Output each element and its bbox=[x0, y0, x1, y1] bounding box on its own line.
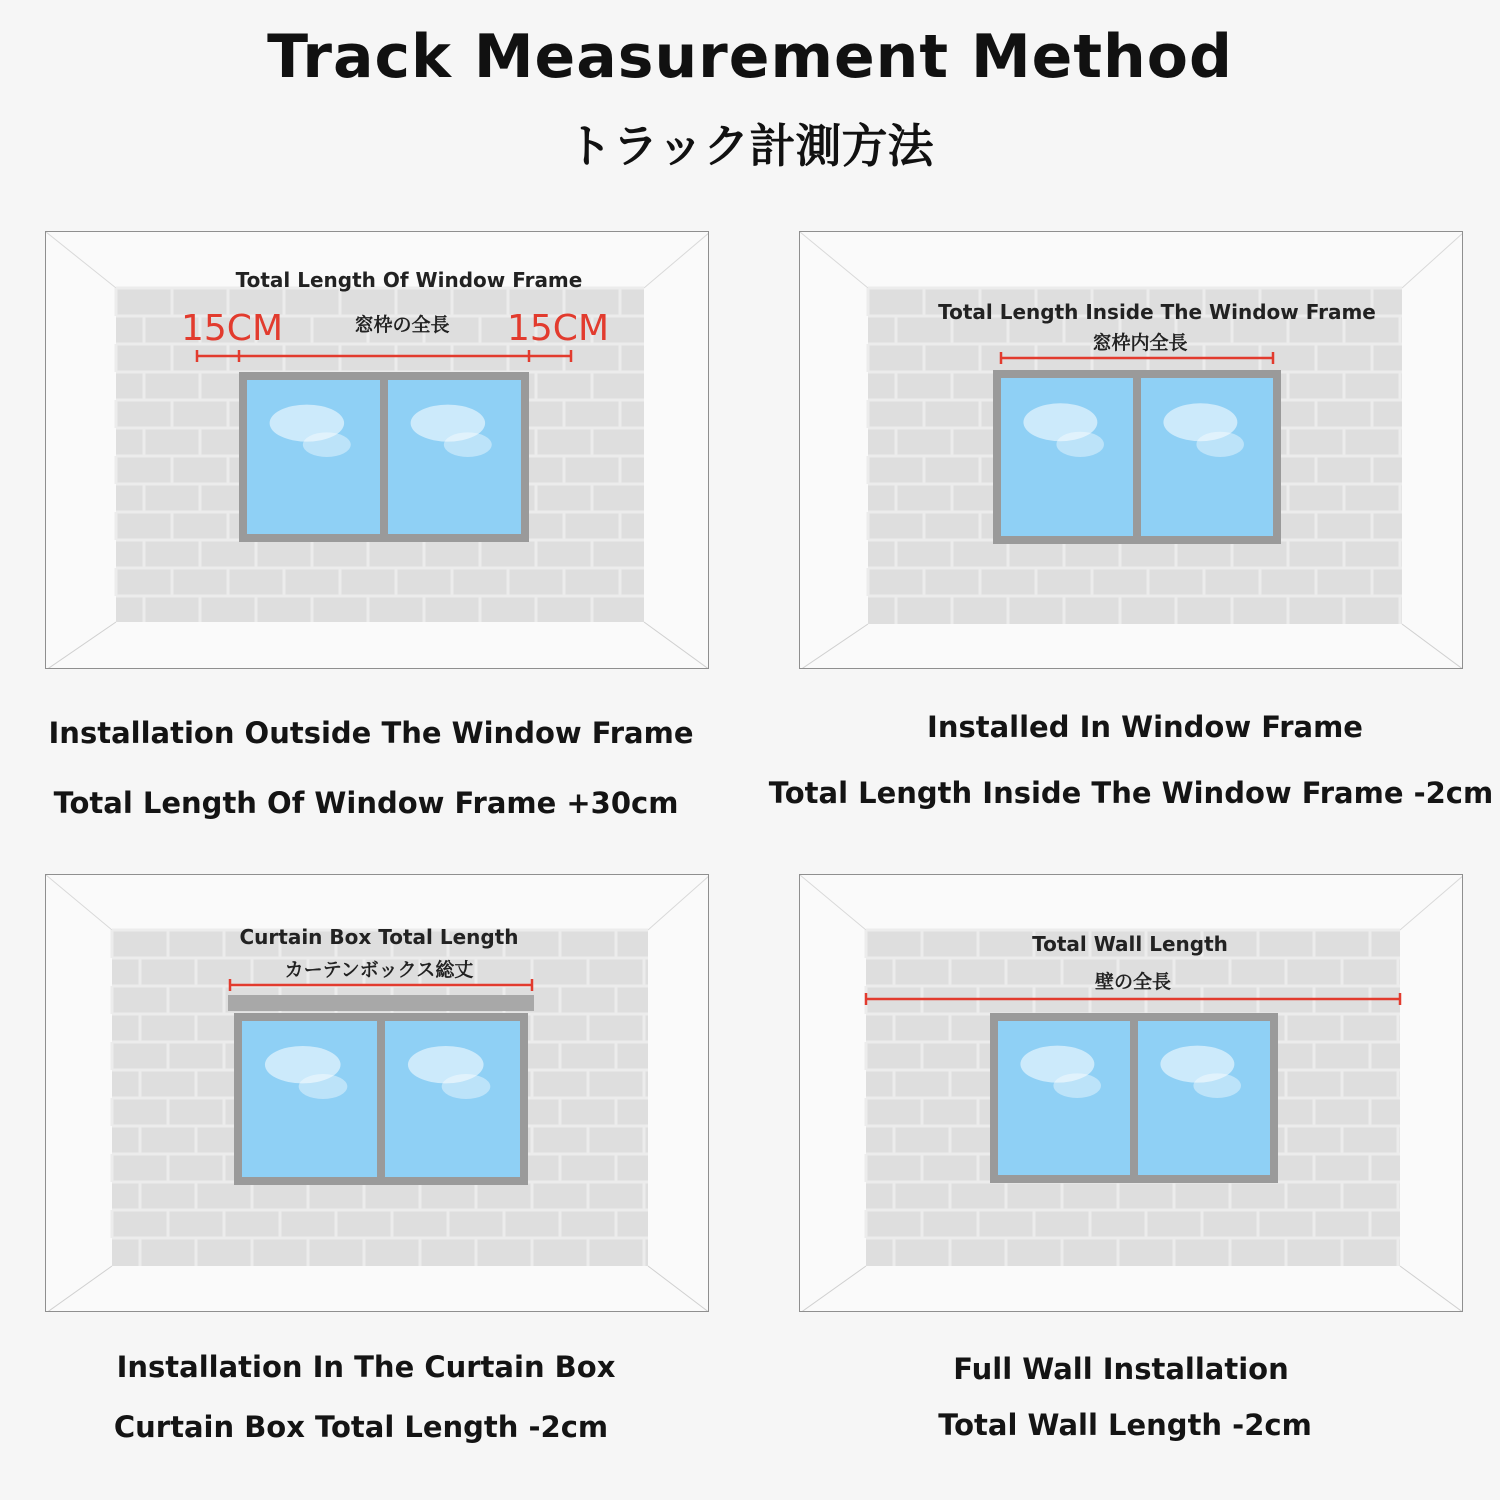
right-extension-label: 15CM bbox=[506, 308, 610, 349]
caption-title-curtain-box: Installation In The Curtain Box bbox=[116, 1350, 616, 1384]
room-edge bbox=[800, 232, 868, 288]
room-edge bbox=[1402, 232, 1463, 288]
measure-label-en: Curtain Box Total Length bbox=[239, 925, 519, 949]
room-edge bbox=[1400, 875, 1463, 930]
cloud bbox=[442, 1074, 491, 1099]
caption-title-full-wall: Full Wall Installation bbox=[953, 1352, 1289, 1386]
left-extension-label: 15CM bbox=[180, 308, 284, 349]
room-edge bbox=[46, 875, 112, 930]
room-edge bbox=[800, 875, 866, 930]
caption-formula-outside: Total Length Of Window Frame +30cm bbox=[53, 786, 679, 820]
room-edge bbox=[648, 1266, 709, 1312]
cloud bbox=[1193, 1073, 1241, 1098]
measure-label-en: Total Length Inside The Window Frame bbox=[938, 300, 1376, 324]
page-title: Track Measurement Method bbox=[267, 22, 1233, 92]
cloud bbox=[299, 1074, 348, 1099]
room-edge bbox=[46, 232, 116, 288]
cloud bbox=[1053, 1073, 1101, 1098]
caption-title-inside: Installed In Window Frame bbox=[927, 710, 1363, 744]
room-edge bbox=[800, 624, 868, 669]
cloud bbox=[444, 432, 492, 457]
room-edge bbox=[46, 1266, 112, 1312]
measure-label-jp: 窓枠内全長 bbox=[1092, 332, 1188, 354]
room-edge bbox=[800, 1266, 866, 1312]
measure-label-jp: カーテンボックス総丈 bbox=[284, 959, 474, 981]
wall-window-illustration bbox=[800, 232, 1463, 669]
window-pane bbox=[388, 380, 521, 534]
room-edge bbox=[46, 622, 116, 669]
cloud bbox=[303, 432, 351, 457]
caption-formula-inside: Total Length Inside The Window Frame -2cm bbox=[768, 776, 1494, 810]
room-edge bbox=[644, 232, 709, 288]
window-pane bbox=[1138, 1021, 1270, 1175]
measure-label-en: Total Length Of Window Frame bbox=[235, 268, 583, 292]
curtain-box bbox=[228, 995, 534, 1011]
measure-label-jp: 壁の全長 bbox=[1094, 971, 1172, 993]
panel-curtain-box bbox=[45, 874, 709, 1312]
measure-label-en: Total Wall Length bbox=[1032, 932, 1228, 956]
window-pane bbox=[242, 1021, 377, 1177]
window-pane bbox=[247, 380, 380, 534]
window-pane bbox=[1141, 378, 1273, 536]
window-pane bbox=[385, 1021, 520, 1177]
caption-title-outside: Installation Outside The Window Frame bbox=[48, 716, 694, 750]
wall-window-illustration bbox=[46, 232, 709, 669]
window-pane bbox=[998, 1021, 1130, 1175]
measure-label-jp: 窓枠の全長 bbox=[354, 314, 450, 336]
caption-formula-full-wall: Total Wall Length -2cm bbox=[938, 1408, 1312, 1442]
cloud bbox=[1056, 432, 1104, 457]
caption-formula-curtain-box: Curtain Box Total Length -2cm bbox=[113, 1410, 609, 1444]
panel-outside-frame bbox=[45, 231, 709, 669]
room-edge bbox=[1402, 624, 1463, 669]
page-subtitle: トラック計測方法 bbox=[566, 119, 934, 173]
panel-inside-frame bbox=[799, 231, 1463, 669]
room-edge bbox=[644, 622, 709, 669]
room-edge bbox=[648, 875, 709, 930]
room-edge bbox=[1400, 1266, 1463, 1312]
panel-full-wall bbox=[799, 874, 1463, 1312]
window-pane bbox=[1001, 378, 1133, 536]
cloud bbox=[1196, 432, 1244, 457]
